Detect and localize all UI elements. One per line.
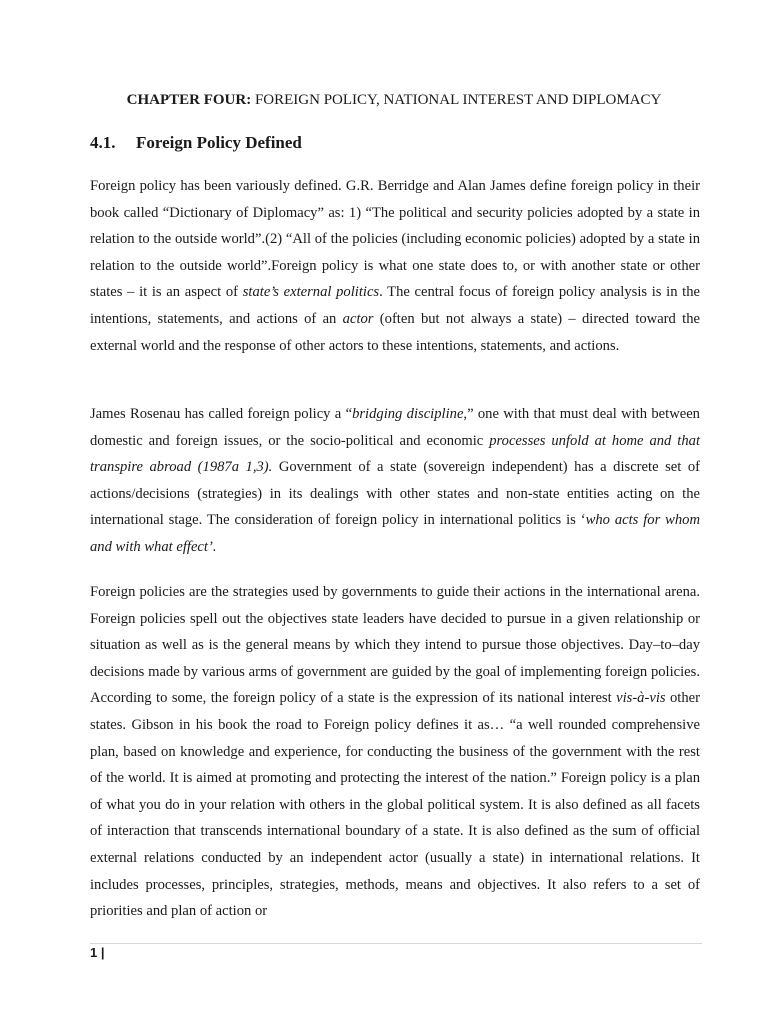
chapter-label: CHAPTER FOUR: bbox=[126, 92, 252, 108]
paragraph-1-text: (often but not always a state) – directed toward the external world and the response of other actors to these intentions, statements, and actions. bbox=[90, 310, 700, 354]
paragraph-2-text: ,” one with that must deal with between domestic and foreign issues, or the socio-political and economic bbox=[90, 406, 700, 449]
paragraph-3-emphasis: vis-à-vis bbox=[616, 690, 666, 707]
page-number: 1 | bbox=[90, 945, 105, 960]
paragraph-2-emphasis: who acts for whom and with what effect’. bbox=[90, 512, 700, 555]
section-heading bbox=[90, 133, 302, 153]
paragraph-2 bbox=[90, 401, 700, 561]
paragraph-1 bbox=[90, 173, 700, 359]
paragraph-1-emphasis: actor bbox=[342, 310, 374, 327]
section-number: 4.1. bbox=[90, 133, 116, 152]
chapter-title-text: FOREIGN POLICY, NATIONAL INTEREST AND DIPLOMACY bbox=[251, 92, 662, 108]
paragraph-3-text: Foreign policies are the strategies used by governments to guide their actions in the international arena. Foreign policies spell out the objectives state leaders have decided to pursue in a given relationship or situation as well as is the general means by which they intend to pursue those objectives. Day–to–day decisions made by various arms of government are guided by the goal of implementing foreign policies. According to some, the foreign policy of a state is the expression of its national interest bbox=[90, 584, 700, 707]
chapter-title bbox=[0, 92, 768, 109]
paragraph-3-text: other states. Gibson in his book the road to Foreign policy defines it as… “a well rounded comprehensive plan, based on knowledge and experience, for conducting the business of the government with the rest of the world. It is aimed at promoting and protecting the interest of the nation.” Foreign policy is a plan of what you do in your relation with others in the global political system. It is also defined as all facets of interaction that transcends international boundary of a state. It is also defined as the sum of official external relations conducted by an independent actor (usually a state) in international relations. It includes processes, principles, strategies, methods, means and objectives. It also refers to a set of priorities and plan of action or bbox=[90, 690, 700, 920]
paragraph-1-text: Foreign policy has been variously defined. G.R. Berridge and Alan James define foreign policy in their book called “Dictionary of Diplomacy” as: 1) “The political and security policies adopted by a state in relation to the outside world”.(2) “All of the policies (including economic policies) adopted by a state in relation to the outside world”.Foreign policy is what one state does to, or with another state or other states – it is an aspect of bbox=[90, 178, 700, 301]
paragraph-2-text: James Rosenau has called foreign policy a “ bbox=[90, 406, 353, 422]
paragraph-1-emphasis: state’s external politics bbox=[242, 284, 380, 301]
paragraph-2-emphasis: bridging discipline bbox=[352, 406, 464, 422]
paragraph-2-text: Government of a state (sovereign independent) has a discrete set of actions/decisions (strategies) in its dealings with other states and non-state entities acting on the international stage. The consideration of foreign policy in international politics is ‘ bbox=[90, 459, 700, 529]
footer-divider bbox=[90, 943, 702, 944]
section-title: Foreign Policy Defined bbox=[136, 133, 302, 152]
paragraph-3 bbox=[90, 579, 700, 925]
paragraph-2-emphasis: processes unfold at home and that transpire abroad (1987a 1,3). bbox=[90, 432, 701, 476]
paragraph-1-text: . The central focus of foreign policy analysis is in the intentions, statements, and actions of an bbox=[90, 284, 701, 327]
